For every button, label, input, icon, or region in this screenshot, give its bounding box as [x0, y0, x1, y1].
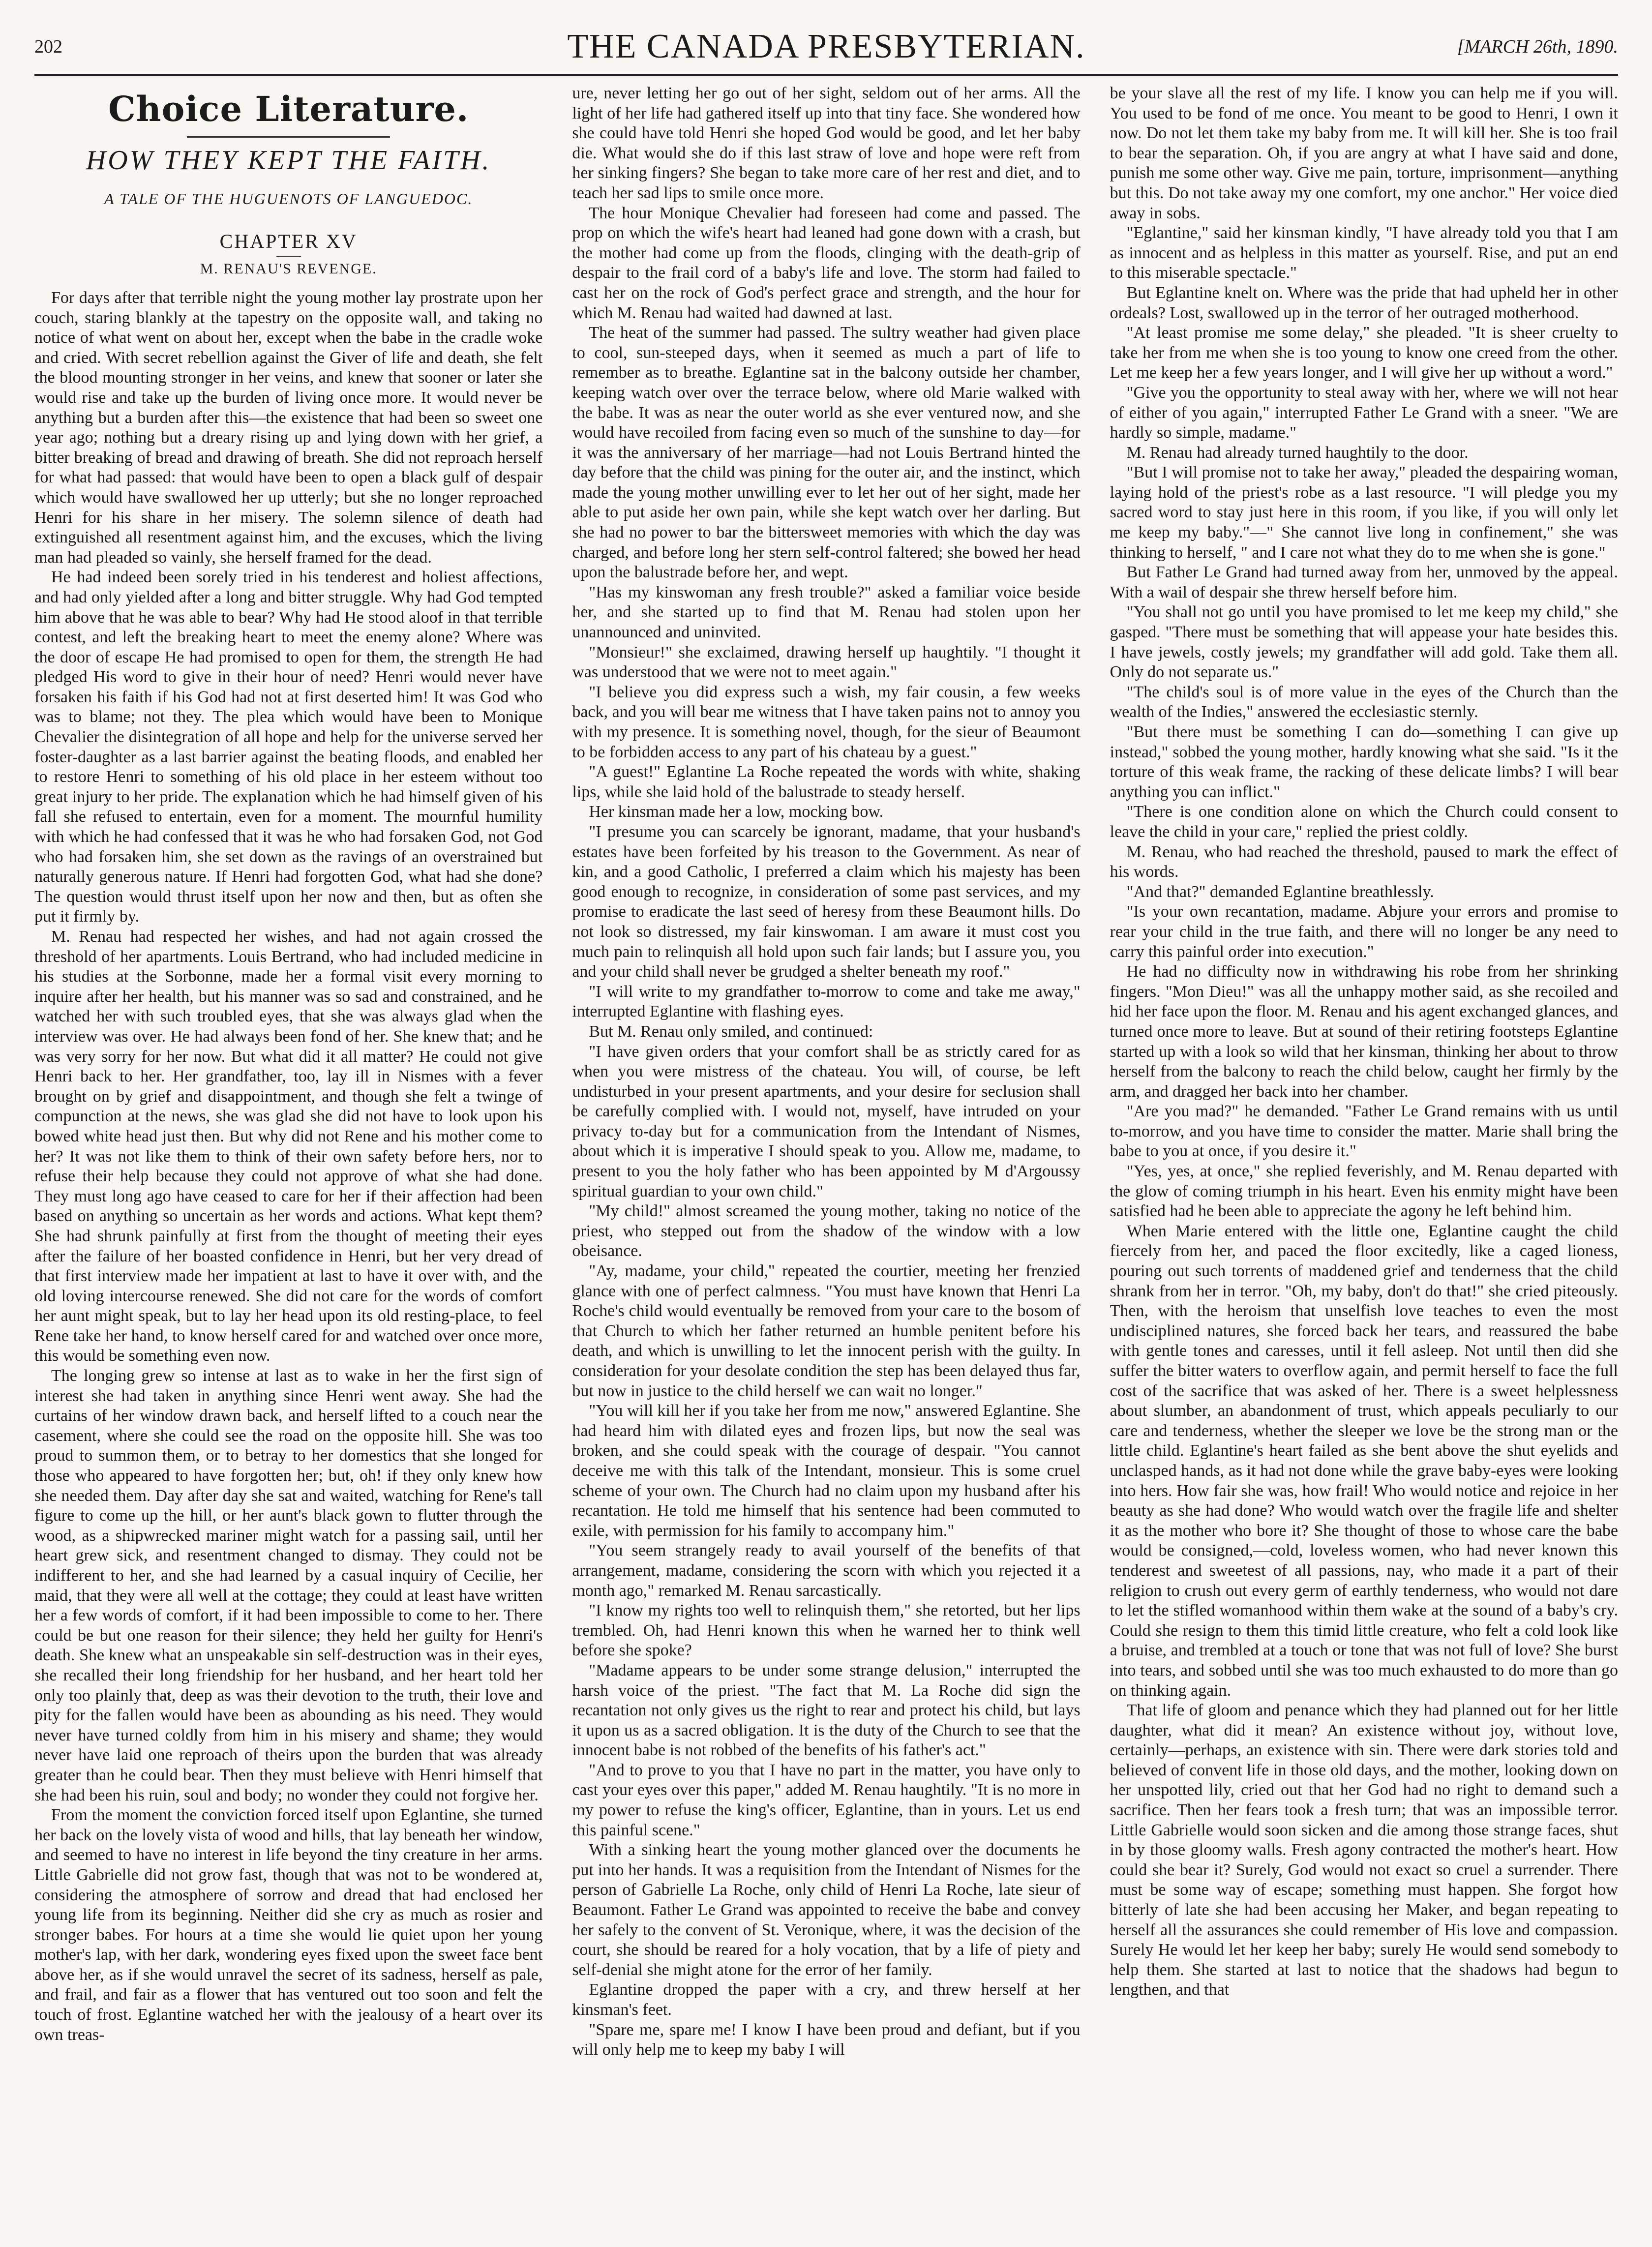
paragraph: From the moment the conviction forced itself upon Eglantine, she turned her back on the lovely vista of wood and hills, that lay beneath her window, and seemed to have no interest in life beyond the tiny creature in her arms. Little Gabrielle did not grow fast, though that was not to be wondered at, considering the atmosphere of sorrow and dread that had enclosed her young life from its beginning. Neither did she cry as much as rosier and stronger babes. For hours at a time she would lie quiet upon her young mother's lap, with her dark, wondering eyes fixed upon the sweet face bent above her, as if she would unravel the secret of its sadness, herself as pale, and frail, and fair as a flower that has ventured out too soon and felt the touch of frost. Eglantine watched her with the jealousy of a heart over its own treas- — [34, 1806, 543, 2044]
paragraph: "There is one condition alone on which the Church could consent to leave the child in your care," replied the priest coldly. — [1110, 803, 1618, 841]
paragraph: ure, never letting her go out of her sight, seldom out of her arms. All the light of her life had gathered itself up into that tiny face. She wondered how she could have told Henri she hoped God would be good, and let her baby die. What would she do if this last straw of love and hope were reft from her sinking fingers? She began to take more care of her rest and diet, and to teach her sad lips to smile once more. — [572, 84, 1081, 202]
paragraph: When Marie entered with the little one, Eglantine caught the child fiercely from her, and paced the floor excitedly, like a caged lioness, pouring out such torrents of maddened grief and tenderness that the child shrank from her in terror. "Oh, my baby, don't do that!" she cried piteously. Then, with the heroism that unselfish love teaches to even the most undisciplined natures, she forced back her tears, and reassured the babe with gentle tones and caresses, until it fell asleep. Not until then did she suffer the bitter waters to overflow again, and permit herself to face the full cost of the sacrifice that was asked of her. There is a sweet helplessness about slumber, an abandonment of trust, which appeals peculiarly to our care and tenderness, whether the sleeper we love be the strong man or the little child. Eglantine's heart failed as she bent above the shut eyelids and unclasped hands, as it had not done while the grave baby-eyes were looking into hers. How fair she was, how frail! Who would notice and rejoice in her beauty as she had done? Who would watch over the fragile life and shelter it as the mother who bore it? She thought of those to whose care the babe would be consigned,—cold, loveless women, who had never known this tenderest and sweetest of all passions, nay, who made it a part of their religion to crush out every germ of earthly tenderness, who would not dare to let the stifled womanhood within them wake at the sound of a baby's cry. Could she resign to them this timid little creature, who felt a cold look like a bruise, and trembled at a touch or tone that was not full of love? She burst into tears, and sobbed until she was too much exhausted to do more than go on thinking again. — [1110, 1222, 1618, 1700]
paragraph: "Give you the opportunity to steal away with her, where we will not hear of either of you again," interrupted Father Le Grand with a sneer. "We are hardly so simple, madame." — [1110, 383, 1618, 442]
paragraph: The longing grew so intense at last as to wake in her the first sign of interest she had taken in anything since Henri went away. She had the curtains of her window drawn back, and herself lifted to a couch near the casement, where she could see the road on the opposite hill. She was too proud to summon them, or to betray to her domestics that she longed for those who appeared to have forgotten her; but, oh! if they only knew how she needed them. Day after day she sat and waited, watching for Rene's tall figure to come up the hill, or her aunt's black gown to flutter through the wood, as a shipwrecked mariner might watch for a passing sail, until her heart grew sick, and resentment changed to dismay. They could not be indifferent to her, and she had learned by a casual inquiry of Cecilie, her maid, that they were all well at the cottage; they could at least have written her a few words of comfort, if it had been impossible to come to her. There could be but one reason for their silence; they held her guilty for Henri's death. She knew what an unspeakable sin self-destruction was in their eyes, she recalled their long friendship for her husband, and her heart told her only too plainly that, deep as was their devotion to the truth, their love and pity for the fallen would have been as abounding as his need. They would never have turned coldly from him in his misery and shame; they would never have laid one reproach of theirs upon the burden that was already greater than he could bear. Then they must believe with Henri himself that she had been his ruin, soul and body; no wonder they could not forgive her. — [34, 1367, 543, 1804]
section-title: Choice Literature. — [108, 89, 469, 129]
column-1 — [34, 84, 542, 2228]
paragraph: The hour Monique Chevalier had foreseen had come and passed. The prop on which the wife's heart had leaned had gone down with a crash, but the mother had come up from the floods, clinging with the death-grip of despair to the frail cord of a baby's life and love. The storm had failed to cast her on the rock of God's perfect grace and strength, and the hour for which M. Renau had waited had dawned at last. — [572, 204, 1081, 322]
paragraph: Her kinsman made her a low, mocking bow. — [589, 803, 884, 821]
paragraph: But Father Le Grand had turned away from her, unmoved by the appeal. With a wail of despair she threw herself before him. — [1110, 563, 1618, 601]
paragraph: "Monsieur!" she exclaimed, drawing herself up haughtily. "I thought it was understood that we were not to meet again." — [572, 643, 1081, 682]
chapter-title: M. RENAU'S REVENGE. — [200, 261, 377, 277]
article-columns — [34, 84, 1618, 2228]
paragraph: "I will write to my grandfather to-morrow to come and take me away," interrupted Eglantine with flashing eyes. — [572, 982, 1081, 1021]
paragraph: The heat of the summer had passed. The sultry weather had given place to cool, sun-steeped days, when it seemed as much a part of life to remember as to breathe. Eglantine sat in the balcony outside her chamber, keeping watch over over the terrace below, where old Marie walked with the babe. It was as near the outer world as she ever ventured now, and she would have recoiled from facing even so much of the sunshine to day—for it was the anniversary of her marriage—had not Louis Bertrand hinted the day before that the child was pining for the outer air, and the instinct, which made the young mother unwilling ever to let her out of her sight, made her able to put aside her own pain, while she kept watch over her darling. But she had no power to bar the bittersweet memories with which the day was charged, and before long her stern self-control faltered; she bowed her head upon the balustrade before her, and wept. — [572, 324, 1081, 582]
paragraph: "A guest!" Eglantine La Roche repeated the words with white, shaking lips, while she laid hold of the balustrade to steady herself. — [572, 763, 1081, 801]
header-rule — [34, 74, 1618, 76]
paragraph: M. Renau had respected her wishes, and had not again crossed the threshold of her apartments. Louis Bertrand, who had included medicine in his studies at the Sorbonne, made her a formal visit every morning to inquire after her health, but his manner was so sad and constrained, and he watched her with such troubled eyes, that she was always glad when the interview was over. He had always been fond of her. She knew that; and he was very sorry for her now. But what did it all matter? He could not give Henri back to her. Her grandfather, too, lay ill in Nismes with a fever brought on by grief and disappointment, and though she felt a twinge of compunction at the news, she was glad she did not have to look upon his bowed white head just then. But why did not Rene and his mother come to her? It was not like them to think of their own safety before hers, nor to refuse their help because they could not approve of what she had done. They must long ago have ceased to care for her if their affection had been based on anything so uncertain as her words and actions. What kept them? She had shrunk painfully at first from the thought of meeting their eyes after the failure of her boasted confidence in Henri, but her very dread of that first interview made her impatient at last to have it over with, and the old loving intercourse renewed. She did not care for the words of comfort her aunt might speak, but to lay her head upon its old resting-place, to feel Rene take her hand, to know herself cared for and watched over once more, this would be something even now. — [34, 928, 543, 1365]
paragraph: "Are you mad?" he demanded. "Father Le Grand remains with us until to-morrow, and you have time to consider the matter. Marie shall bring the babe to you at once, if you desire it." — [1110, 1102, 1618, 1161]
paragraph: "My child!" almost screamed the young mother, taking no notice of the priest, who stepped out from the shadow of the window with a low obeisance. — [572, 1202, 1081, 1260]
paragraph: "I believe you did express such a wish, my fair cousin, a few weeks back, and you will bear me witness that I have taken pains not to annoy you with my presence. It is something novel, though, for the sieur of Beaumont to be forbidden access to any part of his chateau by a guest." — [572, 683, 1081, 761]
paragraph: With a sinking heart the young mother glanced over the documents he put into her hands. It was a requisition from the Intendant of Nismes for the person of Gabrielle La Roche, only child of Henri La Roche, late sieur of Beaumont. Father Le Grand was appointed to receive the babe and convey her safely to the convent of St. Veronique, where, it was the decision of the court, she should be reared for a holy vocation, that by a life of piety and self-denial she might atone for the error of her family. — [572, 1841, 1081, 1979]
paragraph: He had indeed been sorely tried in his tenderest and holiest affections, and had only yielded after a long and bitter struggle. Why had God tempted him above that he was able to bear? Why had He stood aloof in that terrible contest, and left the breaking heart to meet the enemy alone? Where was the door of escape He had promised to open for them, the strength He had pledged His word to give in their hour of need? Henri would never have forsaken his faith if his God had not at first deserted him! It was God who was to blame; not they. The plea which would have been to Monique Chevalier the disintegration of all hope and help for the universe served her foster-daughter as a last barrier against the beating floods, and enabled her to restore Henri to something of his old place in her esteem without too great injury to her pride. The explanation which he had himself given of his fall she refused to entertain, even for a moment. The mournful humility with which he had confessed that it was he who had forsaken God, not God who had forsaken him, she set down as the ravings of an overstrained but naturally generous nature. If Henri had forgotten God, what had she done? The question would thrust itself upon her now and then, but as often she put it firmly by. — [34, 568, 543, 926]
paragraph: But M. Renau only smiled, and continued: — [589, 1022, 873, 1041]
paragraph: "But I will promise not to take her away," pleaded the despairing woman, laying hold of the priest's robe as a last resource. "I will pledge you my sacred word to stay just here in this room, if you like, if you will only let me keep my baby."—" She cannot live long in confinement," she was thinking to herself, " and I care not what they do to me when she is gone." — [1110, 463, 1618, 562]
paragraph: That life of gloom and penance which they had planned out for her little daughter, what did it mean? An existence without joy, without love, certainly—perhaps, an existence with sin. There were dark stories told and believed of convent life in those old days, and the mother, looking down on her unspotted lily, cried out that her God had no right to demand such a sacrifice. Then her fears took a fresh turn; that was an impossible terror. Little Gabrielle would soon sicken and die among those strange faces, shut in by those gloomy walls. Fresh agony contracted the mother's heart. How could she bear it? Surely, God would not exact so cruel a surrender. There must be some way of escape; something must happen. She forgot how bitterly of late she had been accusing her Maker, and began repeating to herself all the assurances she could remember of His love and compassion. Surely He would let her keep her baby; surely He would send somebody to help them. She started at last to notice that the shadows had begun to lengthen, and that — [1110, 1701, 1618, 1999]
paragraph: "But there must be something I can do—something I can give up instead," sobbed the young mother, hardly knowing what she said. "Is it the torture of this weak frame, the racking of these delicate limbs? I will bear anything you can inflict." — [1110, 723, 1618, 801]
paragraph: "You shall not go until you have promised to let me keep my child," she gasped. "There must be something that will appease your hate besides this. I have jewels, costly jewels; my grandfather will add gold. Take them all. Only do not separate us." — [1110, 603, 1618, 682]
paragraph: "Spare me, spare me! I know I have been proud and defiant, but if you will only help me to keep my baby I will — [572, 2020, 1081, 2059]
paragraph: M. Renau had already turned haughtily to the door. — [1126, 443, 1469, 462]
paragraph: "And to prove to you that I have no part in the matter, you have only to cast your eyes over this paper," added M. Renau haughtily. "It is no more in my power to refuse the king's officer, Eglantine, than in yours. Let us end this painful scene." — [572, 1761, 1081, 1839]
paragraph: "Is your own recantation, madame. Abjure your errors and promise to rear your child in the true faith, and there will no longer be any need to carry this painful order into execution." — [1110, 902, 1618, 961]
paragraph: "Madame appears to be under some strange delusion," interrupted the harsh voice of the priest. "The fact that M. La Roche did sign the recantation not only gives us the right to rear and protect his child, but lays it upon us as a sacred obligation. It is the duty of the Church to see that the innocent babe is not robbed of the benefits of his father's act." — [572, 1661, 1081, 1760]
chapter-rule — [276, 256, 301, 257]
paragraph: "I have given orders that your comfort shall be as strictly cared for as when you were mistress of the chateau. You will, of course, be left undisturbed in your present apartments, and your desire for seclusion shall be carefully complied with. I would not, myself, have intruded on your privacy to-day but for a communication from the Intendant of Nismes, about which it is imperative I should speak to you. Allow me, madame, to present to you the holy father who has been appointed by M d'Argoussy spiritual guardian to your own child." — [572, 1042, 1081, 1200]
paragraph: "Eglantine," said her kinsman kindly, "I have already told you that I am as innocent and as helpless in this matter as yourself. Rise, and put an end to this miserable spectacle." — [1110, 224, 1618, 282]
paragraph: M. Renau, who had reached the threshold, paused to mark the effect of his words. — [1110, 842, 1618, 881]
issue-date: [MARCH 26th, 1890. — [1457, 36, 1618, 57]
column-2 — [572, 84, 1080, 2228]
page-number: 202 — [34, 36, 62, 57]
paragraph: "You seem strangely ready to avail yourself of the benefits of that arrangement, madame, considering the scorn with which you rejected it a month ago," remarked M. Renau sarcastically. — [572, 1541, 1081, 1600]
paragraph: Eglantine dropped the paper with a cry, and threw herself at her kinsman's feet. — [572, 1980, 1081, 2019]
paragraph: be your slave all the rest of my life. I know you can help me if you will. You used to be fond of me once. You meant to be good to Henri, I own it now. Do not let them take my baby from me. It will kill her. She is too frail to bear the separation. Oh, if you are angry at what I have said and done, punish me some other way. Give me pain, torture, imprisonment—anything but this. Do not take away my one comfort, my one anchor." Her voice died away in sobs. — [1110, 84, 1618, 222]
section-rule — [187, 136, 390, 138]
paragraph: "At least promise me some delay," she pleaded. "It is sheer cruelty to take her from me when she is too young to know one creed from the other. Let me keep her a few years longer, and I will give her up without a word." — [1110, 324, 1618, 382]
paragraph: "And that?" demanded Eglantine breathlessly. — [1126, 882, 1434, 901]
paragraph: "Ay, madame, your child," repeated the courtier, meeting her frenzied glance with one of perfect calmness. "You must have known that Henri La Roche's child would eventually be removed from your care to the bosom of that Church to which her father returned an humble penitent before his death, and which is unwilling to let the innocent perish with the guilty. In consideration for your desolate condition the step has been delayed thus far, but now in justice to the child herself we can wait no longer." — [572, 1262, 1081, 1400]
journal-title: THE CANADA PRESBYTERIAN. — [567, 28, 1085, 65]
paragraph: "Has my kinswoman any fresh trouble?" asked a familiar voice beside her, and she started up to find that M. Renau had stolen upon her unannounced and uninvited. — [572, 583, 1081, 642]
page-header — [34, 27, 1618, 71]
paragraph: For days after that terrible night the young mother lay prostrate upon her couch, staring blankly at the tapestry on the opposite wall, and taking no notice of what went on about her, except when the babe in the cradle woke and cried. With secret rebellion against the Giver of life and death, she felt the blood mounting stronger in her veins, and knew that sooner or later she would rise and take up the burden of living once more. It would never be anything but a burden after this—the existence that had been so sweet one year ago; nothing but a dreary rising up and lying down with her grief, a bitter breaking of bread and drawing of breath. She did not reproach herself for what had passed: that would have been to open a black gulf of despair which would have swallowed her up utterly; but she no longer reproached Henri for his share in her misery. The solemn silence of death had extinguished all resentment against him, and the excuses, which the living man had pleaded so vainly, she herself framed for the dead. — [34, 289, 543, 567]
paragraph: "Yes, yes, at once," she replied feverishly, and M. Renau departed with the glow of coming triumph in his heart. Even his enmity might have been satisfied had he been able to appreciate the agony he left behind him. — [1110, 1162, 1618, 1221]
story-title: HOW THEY KEPT THE FAITH. — [86, 145, 491, 176]
paragraph: But Eglantine knelt on. Where was the pride that had upheld her in other ordeals? Lost, swallowed up in the terror of her outraged motherhood. — [1110, 283, 1618, 322]
paragraph: "You will kill her if you take her from me now," answered Eglantine. She had heard him with dilated eyes and frozen lips, but now the seal was broken, and she could speak with the courage of despair. "You cannot deceive me with this talk of the Intendant, monsieur. This is some cruel scheme of your own. The Church had no claim upon my husband after his recantation. He told me himself that his sentence had been commuted to exile, with permission for his family to accompany him." — [572, 1402, 1081, 1540]
paragraph: He had no difficulty now in withdrawing his robe from her shrinking fingers. "Mon Dieu!" was all the unhappy mother said, as she recoiled and hid her face upon the floor. M. Renau and his agent exchanged glances, and turned once more to leave. But at sound of their retiring footsteps Eglantine started up with a look so wild that her kinsman, thinking her about to throw herself from the balcony to reach the child below, caught her firmly by the arm, and dragged her back into her chamber. — [1110, 962, 1618, 1101]
story-subtitle: A TALE OF THE HUGUENOTS OF LANGUEDOC. — [104, 190, 473, 208]
paragraph: "The child's soul is of more value in the eyes of the Church than the wealth of the Indies," answered the ecclesiastic sternly. — [1110, 683, 1618, 721]
chapter-number: CHAPTER XV — [219, 230, 358, 252]
paragraph: "I know my rights too well to relinquish them," she retorted, but her lips trembled. Oh, had Henri known this when he warned her to think well before she spoke? — [572, 1601, 1081, 1660]
paragraph: "I presume you can scarcely be ignorant, madame, that your husband's estates have been forfeited by his treason to the Government. As near of kin, and a good Catholic, I preferred a claim which his majesty has been good enough to recognize, in consideration of some past services, and my promise to eradicate the last seed of heresy from these Beaumont hills. Do not look so distressed, my fair kinswoman. I am aware it must cost you much pain to relinquish all hold upon such fair lands; but I assure you, you and your child shall never be grudged a shelter beneath my roof." — [572, 822, 1081, 981]
column-3 — [1110, 84, 1618, 2228]
